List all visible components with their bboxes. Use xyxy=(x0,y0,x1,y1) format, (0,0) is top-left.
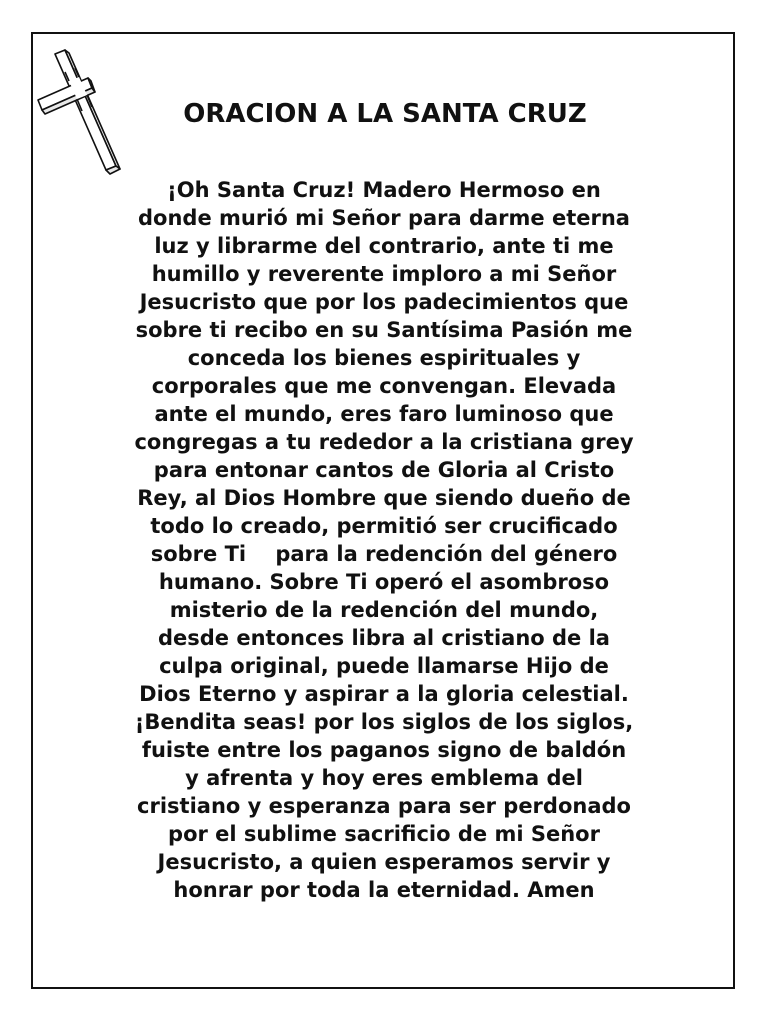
prayer-line: honrar por toda la eternidad. Amen xyxy=(173,878,595,902)
prayer-line: todo lo creado, permitió ser crucificado xyxy=(150,514,618,538)
prayer-line: humillo y reverente imploro a mi Señor xyxy=(151,262,617,286)
prayer-line: culpa original, puede llamarse Hijo de xyxy=(159,654,609,678)
prayer-line: ¡Bendita seas! por los siglos de los siglos, xyxy=(134,710,634,734)
prayer-line: ante el mundo, eres faro luminoso que xyxy=(154,402,614,426)
prayer-line: Jesucristo que por los padecimientos que xyxy=(139,290,629,314)
prayer-text xyxy=(84,176,684,904)
prayer-line: y afrenta y hoy eres emblema del xyxy=(185,766,583,790)
prayer-line: Rey, al Dios Hombre que siendo dueño de xyxy=(137,486,631,510)
prayer-line: fuiste entre los paganos signo de baldón xyxy=(141,738,627,762)
prayer-line: por el sublime sacrificio de mi Señor xyxy=(168,822,600,846)
prayer-line: sobre ti recibo en su Santísima Pasión me xyxy=(135,318,633,342)
page-title: ORACION A LA SANTA CRUZ xyxy=(183,99,587,129)
prayer-line: sobre Ti para la redención del género xyxy=(150,542,618,566)
prayer-line: corporales que me convengan. Elevada xyxy=(151,374,617,398)
prayer-line: desde entonces libra al cristiano de la xyxy=(158,626,610,650)
prayer-line: donde murió mi Señor para darme eterna xyxy=(138,206,630,230)
prayer-line: congregas a tu rededor a la cristiana grey xyxy=(134,430,634,454)
prayer-line: cristiano y esperanza para ser perdonado xyxy=(137,794,631,818)
prayer-line: Jesucristo, a quien esperamos servir y xyxy=(157,850,611,874)
prayer-line: para entonar cantos de Gloria al Cristo xyxy=(153,458,615,482)
prayer-line: luz y librarme del contrario, ante ti me xyxy=(154,234,614,258)
prayer-line: Dios Eterno y aspirar a la gloria celestial. xyxy=(139,682,629,706)
prayer-line: ¡Oh Santa Cruz! Madero Hermoso en xyxy=(167,178,601,202)
prayer-line: misterio de la redención del mundo, xyxy=(169,598,599,622)
prayer-line: conceda los bienes espirituales y xyxy=(187,346,581,370)
prayer-line: humano. Sobre Ti operó el asombroso xyxy=(158,570,610,594)
